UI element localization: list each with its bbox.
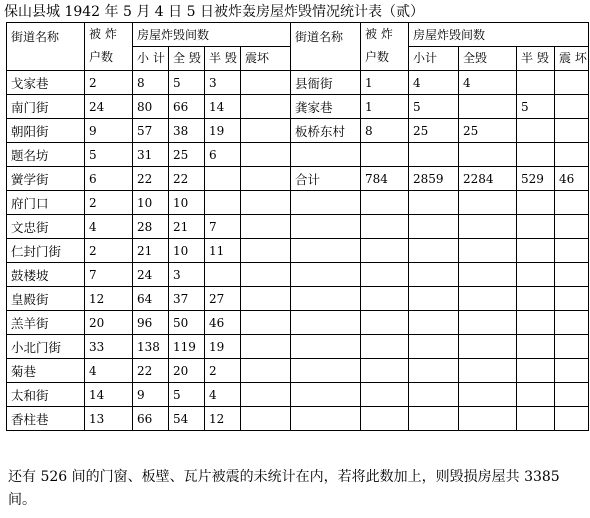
value-cell-right: 2859	[409, 167, 459, 191]
value-cell-right	[555, 239, 589, 263]
value-cell-left: 33	[85, 335, 133, 359]
header-subtotal-right: 小计	[409, 47, 459, 71]
value-cell-right	[517, 71, 555, 95]
value-cell-left: 22	[169, 167, 205, 191]
value-cell-right: 5	[409, 95, 459, 119]
value-cell-left: 57	[133, 119, 169, 143]
value-cell-left	[241, 239, 291, 263]
header-total-destroyed-right: 全毁	[459, 47, 517, 71]
value-cell-right	[409, 191, 459, 215]
value-cell-left: 14	[85, 383, 133, 407]
value-cell-left	[241, 119, 291, 143]
value-cell-left	[241, 287, 291, 311]
value-cell-right	[459, 287, 517, 311]
value-cell-left	[241, 143, 291, 167]
table-row	[7, 215, 589, 239]
value-cell-right: 2284	[459, 167, 517, 191]
value-cell-left: 66	[169, 95, 205, 119]
value-cell-right	[517, 143, 555, 167]
value-cell-right	[517, 359, 555, 383]
value-cell-left: 20	[85, 311, 133, 335]
value-cell-right	[361, 335, 409, 359]
table-row	[7, 287, 589, 311]
value-cell-left: 20	[169, 359, 205, 383]
value-cell-right	[517, 287, 555, 311]
value-cell-left: 3	[205, 71, 241, 95]
value-cell-right	[555, 71, 589, 95]
value-cell-left: 10	[169, 239, 205, 263]
value-cell-right: 4	[459, 71, 517, 95]
value-cell-right	[555, 359, 589, 383]
value-cell-right	[517, 191, 555, 215]
value-cell-left: 22	[133, 359, 169, 383]
value-cell-left: 38	[169, 119, 205, 143]
value-cell-right	[459, 407, 517, 431]
table-row	[7, 359, 589, 383]
street-name-cell-right	[291, 335, 361, 359]
value-cell-left: 2	[85, 71, 133, 95]
street-name-cell-left: 题名坊	[7, 143, 85, 167]
value-cell-left: 19	[205, 119, 241, 143]
table-row	[7, 119, 589, 143]
header-total-destroyed: 全 毁	[169, 47, 205, 71]
value-cell-left	[205, 263, 241, 287]
street-name-cell-left: 南门街	[7, 95, 85, 119]
value-cell-left: 2	[85, 191, 133, 215]
value-cell-right	[459, 95, 517, 119]
header-street-name: 街道名称	[7, 23, 85, 71]
value-cell-left: 21	[133, 239, 169, 263]
value-cell-left: 19	[205, 335, 241, 359]
value-cell-left: 46	[205, 311, 241, 335]
header-shaken: 震坏	[241, 47, 291, 71]
value-cell-right: 529	[517, 167, 555, 191]
street-name-cell-left: 朝阳街	[7, 119, 85, 143]
street-name-cell-left: 小北门街	[7, 335, 85, 359]
value-cell-right	[361, 287, 409, 311]
value-cell-right	[517, 119, 555, 143]
table-row	[7, 335, 589, 359]
value-cell-left: 138	[133, 335, 169, 359]
value-cell-left	[241, 191, 291, 215]
value-cell-left: 8	[133, 71, 169, 95]
bombing-statistics-table	[6, 22, 589, 431]
street-name-cell-right	[291, 143, 361, 167]
value-cell-right	[459, 383, 517, 407]
value-cell-right	[409, 311, 459, 335]
value-cell-left	[205, 167, 241, 191]
value-cell-left: 7	[205, 215, 241, 239]
value-cell-left: 6	[85, 167, 133, 191]
value-cell-left: 37	[169, 287, 205, 311]
table-row	[7, 71, 589, 95]
value-cell-right	[555, 143, 589, 167]
value-cell-left: 9	[85, 119, 133, 143]
header-row-1	[7, 23, 589, 47]
value-cell-right: 784	[361, 167, 409, 191]
value-cell-right: 1	[361, 95, 409, 119]
value-cell-left: 50	[169, 311, 205, 335]
value-cell-left: 14	[205, 95, 241, 119]
table-row	[7, 191, 589, 215]
value-cell-right	[361, 191, 409, 215]
street-name-cell-right: 合计	[291, 167, 361, 191]
value-cell-right: 8	[361, 119, 409, 143]
value-cell-right	[361, 263, 409, 287]
value-cell-right	[409, 143, 459, 167]
value-cell-right	[361, 359, 409, 383]
value-cell-left: 28	[133, 215, 169, 239]
value-cell-right	[517, 407, 555, 431]
value-cell-left: 21	[169, 215, 205, 239]
street-name-cell-right: 县衙街	[291, 71, 361, 95]
street-name-cell-right	[291, 311, 361, 335]
street-name-cell-left: 菊巷	[7, 359, 85, 383]
value-cell-left	[241, 167, 291, 191]
street-name-cell-left: 府门口	[7, 191, 85, 215]
value-cell-left: 10	[133, 191, 169, 215]
table-row	[7, 263, 589, 287]
street-name-cell-left: 戈家巷	[7, 71, 85, 95]
value-cell-left: 4	[205, 383, 241, 407]
street-name-cell-right	[291, 239, 361, 263]
value-cell-left: 5	[169, 71, 205, 95]
value-cell-left: 13	[85, 407, 133, 431]
street-name-cell-left: 仁封门街	[7, 239, 85, 263]
value-cell-left: 80	[133, 95, 169, 119]
value-cell-right	[361, 239, 409, 263]
footnote: 还有 526 间的门窗、板壁、瓦片被震的未统计在内，若将此数加上，则毁损房屋共 3385 间。	[8, 469, 560, 508]
street-name-cell-right	[291, 287, 361, 311]
value-cell-left: 2	[205, 359, 241, 383]
value-cell-left: 64	[133, 287, 169, 311]
value-cell-right	[409, 215, 459, 239]
value-cell-left: 119	[169, 335, 205, 359]
value-cell-right	[459, 263, 517, 287]
value-cell-left: 2	[85, 239, 133, 263]
value-cell-right: 25	[459, 119, 517, 143]
value-cell-left	[241, 215, 291, 239]
street-name-cell-right: 龚家巷	[291, 95, 361, 119]
value-cell-right	[409, 239, 459, 263]
header-half-destroyed-right: 半 毁	[517, 47, 555, 71]
table-row	[7, 311, 589, 335]
value-cell-left: 22	[133, 167, 169, 191]
value-cell-left: 24	[133, 263, 169, 287]
table-title: 保山县城 1942 年 5 月 4 日 5 日被炸轰房屋炸毁情况统计表（贰）	[4, 4, 424, 20]
value-cell-right	[517, 239, 555, 263]
value-cell-left: 12	[85, 287, 133, 311]
value-cell-right	[409, 359, 459, 383]
header-half-destroyed: 半 毁	[205, 47, 241, 71]
value-cell-right	[555, 287, 589, 311]
street-name-cell-left: 太和街	[7, 383, 85, 407]
header-destroyed-rooms-right: 房屋炸毁间数	[409, 23, 589, 47]
value-cell-left	[241, 71, 291, 95]
value-cell-right: 5	[517, 95, 555, 119]
value-cell-right	[517, 311, 555, 335]
value-cell-left	[241, 263, 291, 287]
street-name-cell-right	[291, 263, 361, 287]
street-name-cell-left: 鼓楼坡	[7, 263, 85, 287]
value-cell-left	[241, 359, 291, 383]
value-cell-right	[555, 407, 589, 431]
value-cell-left	[241, 95, 291, 119]
value-cell-left: 6	[205, 143, 241, 167]
table-row	[7, 383, 589, 407]
street-name-cell-left: 羔羊街	[7, 311, 85, 335]
street-name-cell-right	[291, 383, 361, 407]
value-cell-right	[555, 335, 589, 359]
value-cell-right	[361, 383, 409, 407]
value-cell-right	[555, 263, 589, 287]
value-cell-left: 3	[169, 263, 205, 287]
header-bombed-households: 被 炸 户数	[85, 23, 133, 71]
value-cell-left: 11	[205, 239, 241, 263]
value-cell-right	[555, 95, 589, 119]
value-cell-left: 96	[133, 311, 169, 335]
value-cell-left: 27	[205, 287, 241, 311]
value-cell-right	[459, 311, 517, 335]
value-cell-right: 25	[409, 119, 459, 143]
value-cell-right: 1	[361, 71, 409, 95]
value-cell-left: 54	[169, 407, 205, 431]
value-cell-right	[459, 143, 517, 167]
value-cell-right	[361, 407, 409, 431]
value-cell-right	[517, 263, 555, 287]
street-name-cell-right	[291, 191, 361, 215]
header-destroyed-rooms: 房屋炸毁间数	[133, 23, 291, 47]
street-name-cell-left: 皇殿街	[7, 287, 85, 311]
value-cell-right: 4	[409, 71, 459, 95]
table-row	[7, 143, 589, 167]
value-cell-right	[517, 215, 555, 239]
value-cell-right	[459, 359, 517, 383]
value-cell-right	[555, 383, 589, 407]
value-cell-left	[241, 383, 291, 407]
value-cell-right	[409, 287, 459, 311]
header-shaken-right: 震 坏	[555, 47, 589, 71]
value-cell-right	[555, 119, 589, 143]
value-cell-right	[361, 143, 409, 167]
value-cell-right	[409, 263, 459, 287]
value-cell-left: 4	[85, 215, 133, 239]
value-cell-right	[361, 311, 409, 335]
table-row	[7, 167, 589, 191]
value-cell-right	[459, 335, 517, 359]
value-cell-left: 9	[133, 383, 169, 407]
value-cell-left: 5	[85, 143, 133, 167]
header-subtotal: 小 计	[133, 47, 169, 71]
value-cell-left	[241, 407, 291, 431]
value-cell-right	[409, 383, 459, 407]
value-cell-left	[241, 335, 291, 359]
value-cell-right	[459, 191, 517, 215]
street-name-cell-right	[291, 407, 361, 431]
value-cell-right	[555, 191, 589, 215]
value-cell-left: 4	[85, 359, 133, 383]
value-cell-right	[555, 215, 589, 239]
header-bombed-households-right: 被 炸 户数	[361, 23, 409, 71]
value-cell-right	[459, 239, 517, 263]
street-name-cell-left: 文忠街	[7, 215, 85, 239]
value-cell-right	[555, 311, 589, 335]
value-cell-left: 7	[85, 263, 133, 287]
street-name-cell-left: 黉学街	[7, 167, 85, 191]
value-cell-right	[409, 407, 459, 431]
header-street-name-right: 街道名称	[291, 23, 361, 71]
value-cell-left: 31	[133, 143, 169, 167]
street-name-cell-right	[291, 215, 361, 239]
street-name-cell-right: 板桥东村	[291, 119, 361, 143]
value-cell-right	[459, 215, 517, 239]
value-cell-left: 5	[169, 383, 205, 407]
value-cell-left: 12	[205, 407, 241, 431]
table-row	[7, 239, 589, 263]
street-name-cell-left: 香柱巷	[7, 407, 85, 431]
value-cell-right	[517, 383, 555, 407]
value-cell-left: 24	[85, 95, 133, 119]
table-row	[7, 407, 589, 431]
value-cell-left	[241, 311, 291, 335]
value-cell-left: 66	[133, 407, 169, 431]
value-cell-left	[205, 191, 241, 215]
value-cell-right	[409, 335, 459, 359]
value-cell-right	[361, 215, 409, 239]
value-cell-left: 25	[169, 143, 205, 167]
value-cell-right	[517, 335, 555, 359]
value-cell-left: 10	[169, 191, 205, 215]
table-row	[7, 95, 589, 119]
street-name-cell-right	[291, 359, 361, 383]
value-cell-right: 46	[555, 167, 589, 191]
